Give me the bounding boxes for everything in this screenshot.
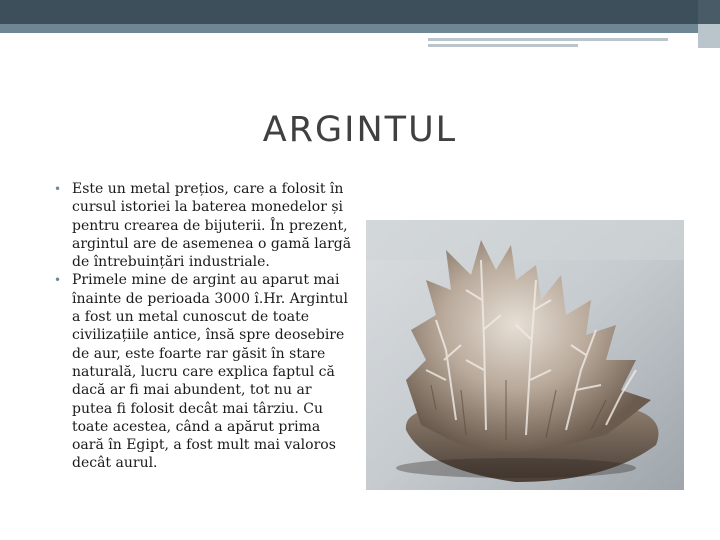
header-thin-line (428, 38, 668, 41)
slide-body (52, 180, 352, 473)
header-bar (0, 0, 720, 24)
bullet-item-1: • Este un metal prețios, care a folosit în cursul istoriei la baterea monedelor și pentru crearea de bijuterii. În prezent, argintul are de asemenea o gamă largă de întrebuințări industriale. (52, 180, 352, 271)
bullet-list (52, 180, 352, 473)
silver-specimen-image (366, 220, 684, 490)
bullet-item-2: • Primele mine de argint au aparut mai înainte de perioada 3000 î.Hr. Argintul a fost un metal cunoscut de toate civilizațiile antice, însă spre deosebire de aur, este foarte rar găsit în stare naturală, lucru care explica faptul că dacă ar fi mai abundent, tot nu ar putea fi folosit decât mai târziu. Cu toate acestea, când a apărut prima oară în Egipt, a fost mult mai valoros decât aurul. (52, 271, 352, 472)
slide-title: ARGINTUL (262, 110, 458, 150)
header-accent-strip (0, 24, 720, 33)
header-thin-line-short (428, 44, 578, 47)
header-corner-block-dark (698, 0, 720, 24)
silver-specimen-graphic (366, 220, 684, 490)
